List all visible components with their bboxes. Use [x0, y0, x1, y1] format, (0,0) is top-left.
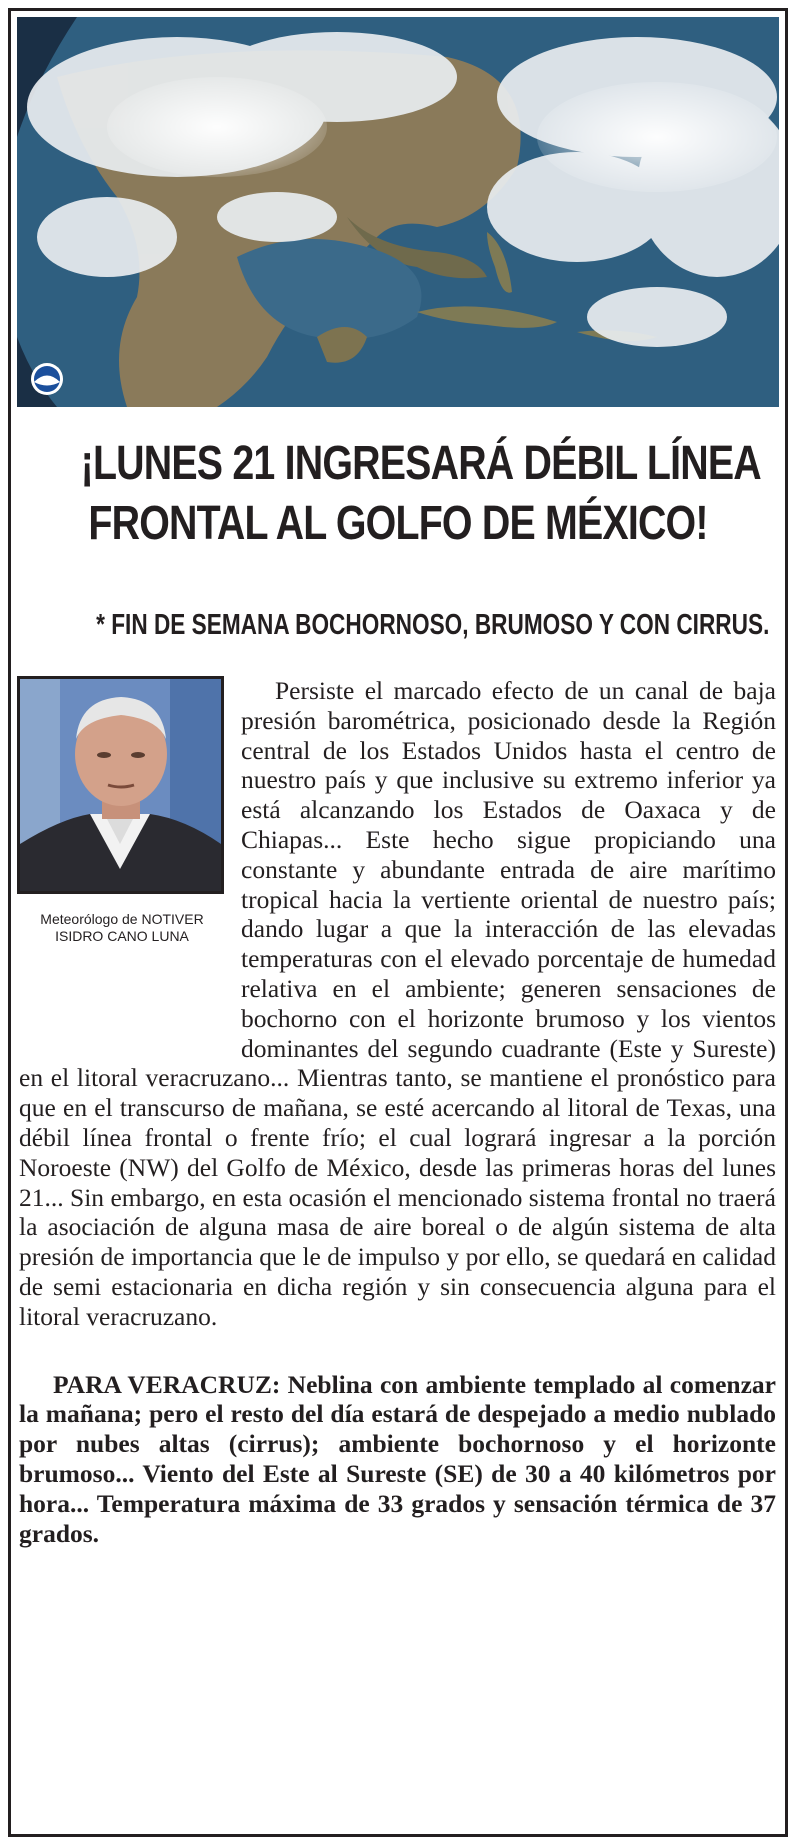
article-body	[19, 676, 776, 1548]
article-paragraph-1: Persiste el marcado efecto de un canal de baja presión barométrica, posicionado desde la Región central de los Estados Unidos hasta el centro de nuestro país y que inclusive su extremo inferior ya está alcanzando los Estados de Oaxaca y de Chiapas... Este hecho sigue propiciando una constante y abundante entrada de aire marítimo tropical hacia la vertiente oriental de nuestro país; dando lugar a que la interacción de las elevadas temperaturas con el elevado porcentaje de humedad relativa en el ambiente; generen sensaciones de bochorno con el horizonte brumoso y los vientos dominantes del segundo cuadrante (Este y Sureste) en el litoral veracruzano... Mientras tanto, se mantiene el pronóstico para que en el transcurso de mañana, se esté acercando al litoral de Texas, una débil línea frontal o frente frío; el cual logrará ingresar a la porción Noroeste (NW) del Golfo de México, desde las primeras horas del lunes 21... Sin embargo, en esta ocasión el mencionado sistema frontal no traerá la asociación de alguna masa de aire boreal o de algún sistema de alta presión de importancia que le de impulso y por ello, se quedará en calidad de semi estacionaria en dicha región y sin consecuencia alguna para el litoral veracruzano.	[19, 676, 776, 1331]
photo-spacer	[19, 676, 241, 1038]
article-frame	[8, 8, 788, 1837]
noaa-logo-icon	[31, 363, 63, 395]
headline-line-2: FRONTAL AL GOLFO DE MÉXICO!	[88, 497, 708, 550]
headline-line-1: ¡LUNES 21 INGRESARÁ DÉBIL LÍNEA	[80, 437, 761, 490]
author-caption-line-2: ISIDRO CANO LUNA	[55, 928, 189, 944]
subheadline: * FIN DE SEMANA BOCHORNOSO, BRUMOSO Y CON CIRRUS.	[96, 609, 770, 641]
satellite-image	[17, 17, 779, 407]
satellite-map	[17, 17, 779, 407]
author-caption-line-1: Meteorólogo de NOTIVER	[40, 911, 204, 927]
article-paragraph-forecast: PARA VERACRUZ: Neblina con ambiente templado al comenzar la mañana; pero el resto del día estará de despejado a medio nublado por nubes altas (cirrus); ambiente bochornoso y el horizonte brumoso... Viento del Este al Sureste (SE) de 30 a 40 kilómetros por hora... Temperatura máxima de 33 grados y sensación térmica de 37 grados.	[19, 1369, 776, 1548]
